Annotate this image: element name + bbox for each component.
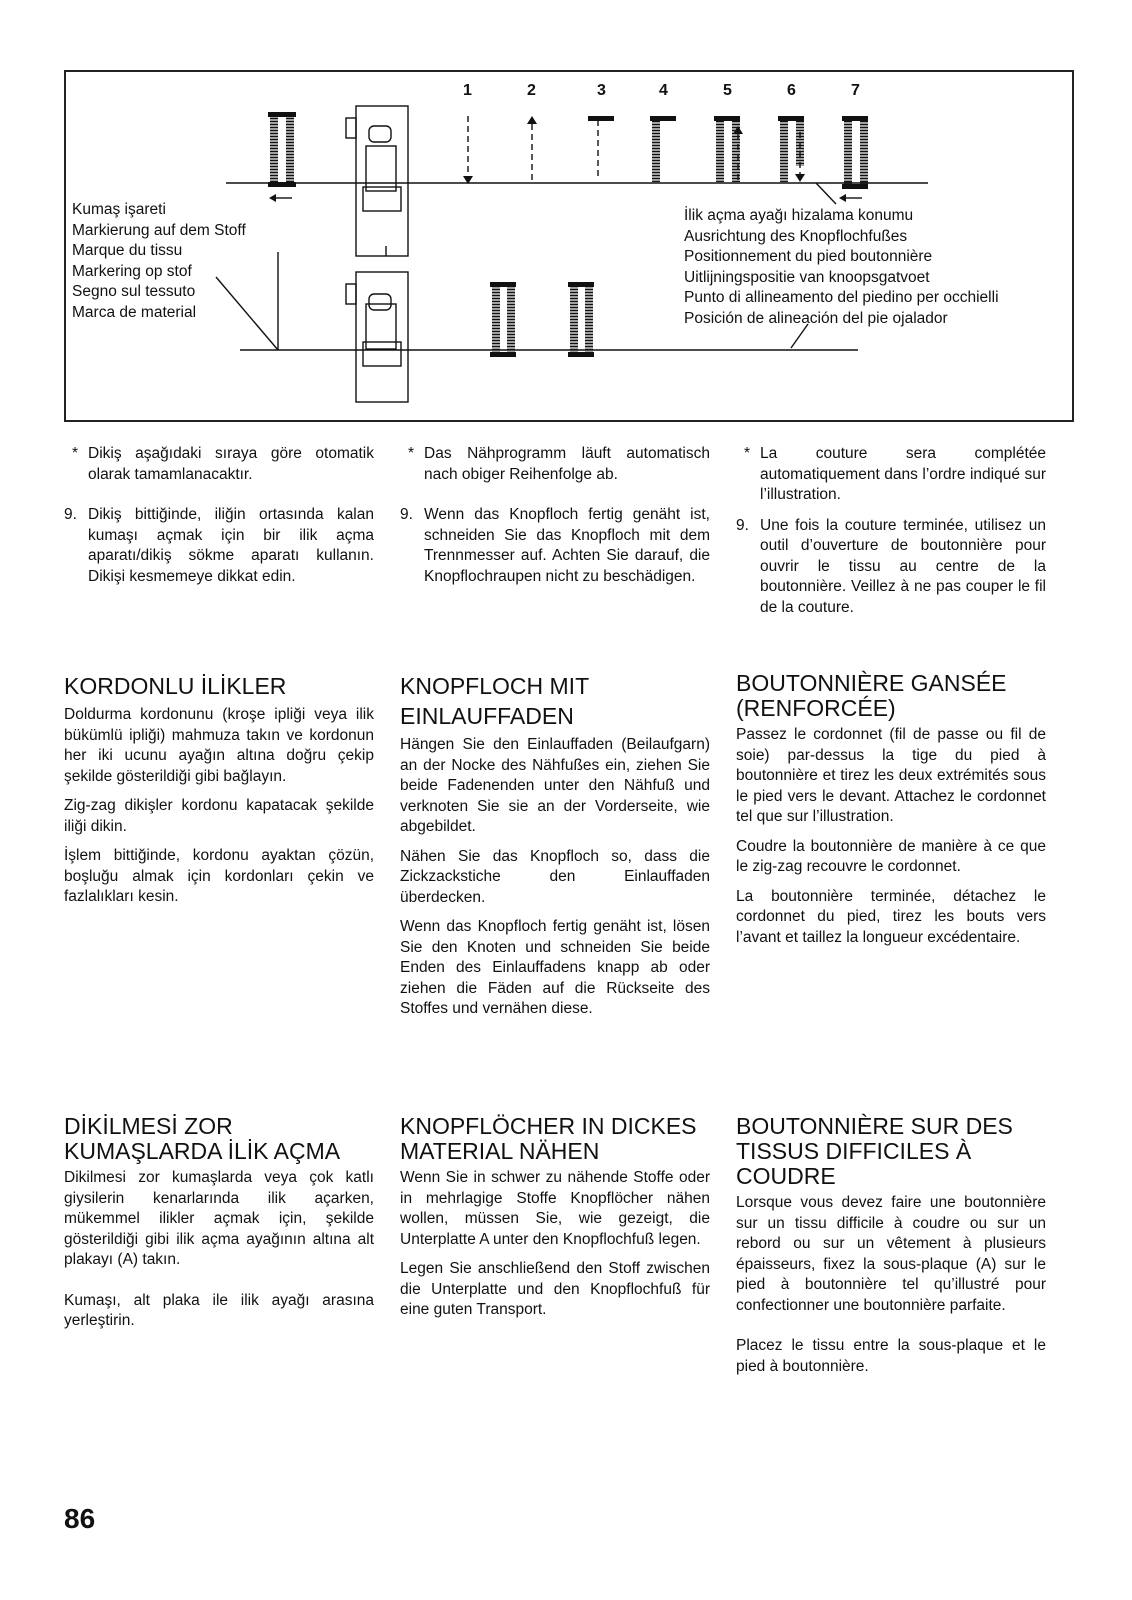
section-title: KNOPFLOCH MIT EINLAUFFADEN [400, 673, 589, 729]
paragraph: Coudre la boutonnière de manière à ce que le zig-zag recouvre le cordonnet. [736, 837, 1046, 875]
step-number-3: 3 [597, 82, 606, 99]
section-title: DİKİLMESİ ZOR KUMAŞLARDA İLİK AÇMA [64, 1113, 341, 1164]
step-9: 9. Une fois la couture terminée, utilisez un outil d’ouverture de boutonnière pour ouvrir le tissu au centre de la boutonnière. Veillez à ne pas couper le fil de la couture. [736, 516, 1046, 616]
column-german-intro [400, 444, 710, 596]
step-9: 9. Wenn das Knopfloch fertig genäht ist, schneiden Sie das Knopfloch mit dem Trennmesser auf. Achten Sie darauf, die Knopflochraupen nicht zu beschädigen. [400, 506, 710, 585]
fabric-mark-label [72, 200, 246, 323]
foot-alignment-label [684, 206, 999, 329]
auto-sequence-note: * La couture sera complétée automatiquement dans l’ordre indiqué sur l’illustration. [744, 445, 1046, 503]
fabric-mark-nl: Markering op stof [72, 262, 192, 280]
paragraph: Hängen Sie den Einlauffaden (Beilaufgarn) an der Nocke des Nähfußes ein, ziehen Sie beide Fadenenden unter den Nähfuß und verknoten Sie sie an der Vorderseite, wie abgebildet. [400, 736, 710, 835]
auto-sequence-note: * Das Nähprogramm läuft automatisch nach obiger Reihenfolge ab. [408, 445, 710, 483]
foot-alignment-es: Posición de alineación del pie ojalador [684, 309, 948, 327]
page-number: 86 [64, 1503, 96, 1534]
column-turkish-difficult [64, 1114, 374, 1341]
column-french-difficult [736, 1114, 1046, 1386]
section-title: BOUTONNIÈRE SUR DES TISSUS DIFFICILES À COUDRE [736, 1113, 1013, 1189]
step-number-4: 4 [659, 82, 668, 99]
step-number-6: 6 [787, 82, 796, 99]
foot-alignment-de: Ausrichtung des Knopflochfußes [684, 227, 908, 245]
paragraph: Wenn Sie in schwer zu nähende Stoffe oder in mehrlagige Stoffe Knopflöcher nähen wollen, müssen Sie, wie gezeigt, die Unterplatte A unter den Knopflochfuß legen. [400, 1169, 710, 1248]
step-9: 9. Dikiş bittiğinde, iliğin ortasında kalan kumaşı açmak için bir ilik açma aparatı/dikiş sökme aparatı kullanın. Dikişi kesmemeye dikkat edin. [64, 506, 374, 585]
step-number-2: 2 [527, 82, 536, 99]
paragraph: Wenn das Knopfloch fertig genäht ist, lösen Sie den Knoten und schneiden Sie beide Enden des Einlauffadens knapp ab oder ziehen die Fäden auf die Rückseite des Stoffes und vernähen diese. [400, 918, 710, 1017]
paragraph: Placez le tissu entre la sous-plaque et le pied à boutonnière. [736, 1337, 1046, 1375]
column-german-difficult [400, 1114, 710, 1330]
paragraph: Doldurma kordonunu (kroşe ipliği veya ilik bükümlü ipliği) mahmuza takın ve kordonun her iki ucunu ayağın altına doğru çekip şekilde gösterildiği gibi bağlayın. [64, 706, 374, 785]
section-title: KORDONLU İLİKLER [64, 673, 287, 699]
fabric-mark-es: Marca de material [72, 303, 197, 321]
fabric-mark-de: Markierung auf dem Stoff [72, 221, 246, 239]
foot-alignment-it: Punto di allineamento del piedino per occhielli [684, 289, 999, 306]
paragraph: Lorsque vous devez faire une boutonnière sur un tissu difficile à coudre ou sur un rebord ou sur un vêtement à plusieurs épaisseurs, fixez la sous-plaque (A) sur le pied à boutonnière tel qu’illustré pour confectionner une boutonnière parfaite. [736, 1194, 1046, 1314]
fabric-mark-tr: Kumaş işareti [72, 201, 166, 218]
column-french-intro [736, 444, 1046, 627]
column-turkish-corded [64, 671, 374, 917]
paragraph: Dikilmesi zor kumaşlarda veya çok katlı giysilerin kenarlarında ilik açarken, mükemmel ilikler açmak için, şekilde gösterildiği gibi ilik açma ayağının altına alt plakayı (A) takın. [64, 1169, 374, 1268]
foot-alignment-fr: Positionnement du pied boutonnière [684, 248, 933, 265]
paragraph: Kumaşı, alt plaka ile ilik ayağı arasına yerleştirin. [64, 1291, 374, 1329]
paragraph: Zig-zag dikişler kordonu kapatacak şekilde iliği dikin. [64, 797, 374, 835]
foot-alignment-tr: İlik açma ayağı hizalama konumu [684, 207, 914, 224]
column-turkish-intro [64, 444, 374, 596]
column-french-corded [736, 671, 1046, 957]
step-number-7: 7 [851, 82, 860, 99]
foot-alignment-nl: Uitlijningspositie van knoopsgatvoet [684, 268, 930, 286]
buttonhole-illustration [64, 70, 1074, 422]
paragraph: La boutonnière terminée, détachez le cordonnet du pied, tirez les bouts vers l’avant et taillez la longueur excédentaire. [736, 887, 1046, 946]
step-number-1: 1 [463, 82, 472, 99]
auto-sequence-note: * Dikiş aşağıdaki sıraya göre otomatik olarak tamamlanacaktır. [72, 445, 374, 483]
paragraph: Passez le cordonnet (fil de passe ou fil de soie) par-dessus la tige du pied à boutonnière et tirez les deux extrémités sous le pied vers le devant. Attachez le cordonnet tel que sur l’illustration. [736, 726, 1046, 825]
paragraph: İşlem bittiğinde, kordonu ayaktan çözün, boşluğu almak için kordonları çekin ve fazlalıkları kesin. [64, 847, 374, 905]
section-title: KNOPFLÖCHER IN DICKES MATERIAL NÄHEN [400, 1113, 697, 1164]
column-german-corded [400, 671, 710, 1029]
paragraph: Nähen Sie das Knopfloch so, dass die Zickzackstiche den Einlauffaden überdecken. [400, 847, 710, 906]
fabric-mark-it: Segno sul tessuto [72, 283, 196, 300]
paragraph: Legen Sie anschließend den Stoff zwischen die Unterplatte und den Knopflochfuß für eine guten Transport. [400, 1260, 710, 1318]
step-number-5: 5 [723, 82, 732, 99]
fabric-mark-fr: Marque du tissu [72, 242, 183, 259]
section-title: BOUTONNIÈRE GANSÉE (RENFORCÉE) [736, 670, 1007, 721]
